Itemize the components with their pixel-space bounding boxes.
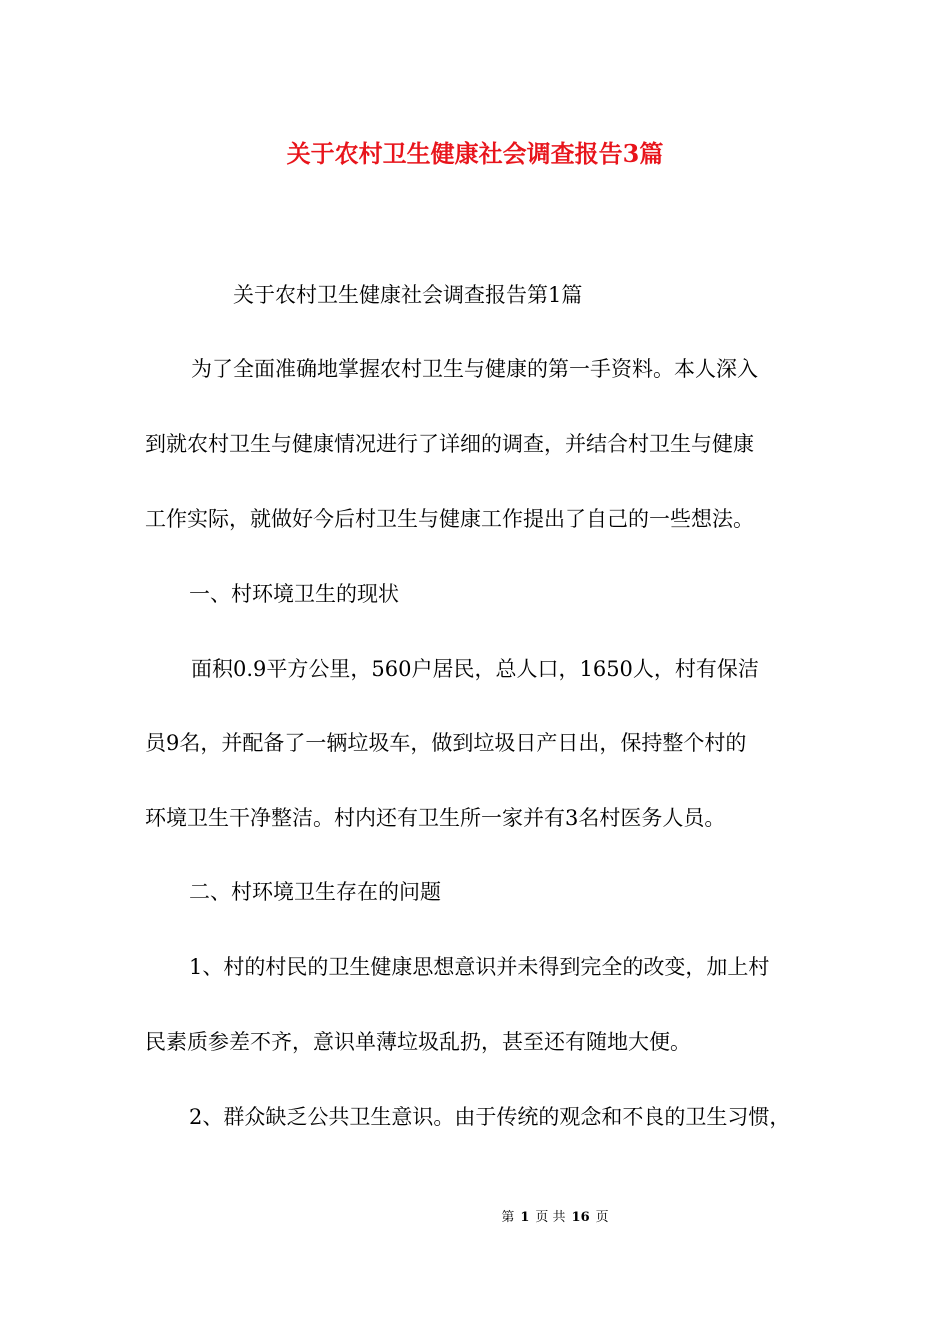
section-heading-2: 二、村环境卫生存在的问题 bbox=[189, 880, 441, 904]
paragraph-line: 1、村的村民的卫生健康思想意识并未得到完全的改变，加上村 bbox=[189, 955, 770, 979]
section-heading-1: 一、村环境卫生的现状 bbox=[189, 582, 399, 606]
paragraph-line: 员9名，并配备了一辆垃圾车，做到垃圾日产日出，保持整个村的 bbox=[145, 731, 747, 755]
subheading-report-1: 关于农村卫生健康社会调查报告第1篇 bbox=[233, 283, 583, 307]
paragraph-line: 为了全面准确地掌握农村卫生与健康的第一手资料。本人深入 bbox=[191, 357, 758, 381]
paragraph-line: 环境卫生干净整洁。村内还有卫生所一家并有3名村医务人员。 bbox=[145, 806, 726, 830]
paragraph-line: 民素质参差不齐，意识单薄垃圾乱扔，甚至还有随地大便。 bbox=[145, 1030, 691, 1054]
paragraph-line: 到就农村卫生与健康情况进行了详细的调查，并结合村卫生与健康 bbox=[145, 432, 754, 456]
document-title: 关于农村卫生健康社会调查报告3篇 bbox=[286, 139, 664, 168]
page-footer bbox=[0, 1209, 950, 1227]
paragraph-line: 2、群众缺乏公共卫生意识。由于传统的观念和不良的卫生习惯， bbox=[189, 1105, 791, 1129]
footer-middle: 页 共 bbox=[535, 1210, 566, 1225]
current-page-number: 1 bbox=[520, 1210, 530, 1225]
total-pages-number: 16 bbox=[571, 1210, 590, 1225]
paragraph-line: 工作实际，就做好今后村卫生与健康工作提出了自己的一些想法。 bbox=[145, 507, 754, 531]
footer-prefix: 第 bbox=[501, 1210, 515, 1225]
paragraph-line: 面积0.9平方公里，560户居民，总人口，1650人，村有保洁 bbox=[191, 657, 759, 681]
footer-suffix: 页 bbox=[595, 1210, 609, 1225]
